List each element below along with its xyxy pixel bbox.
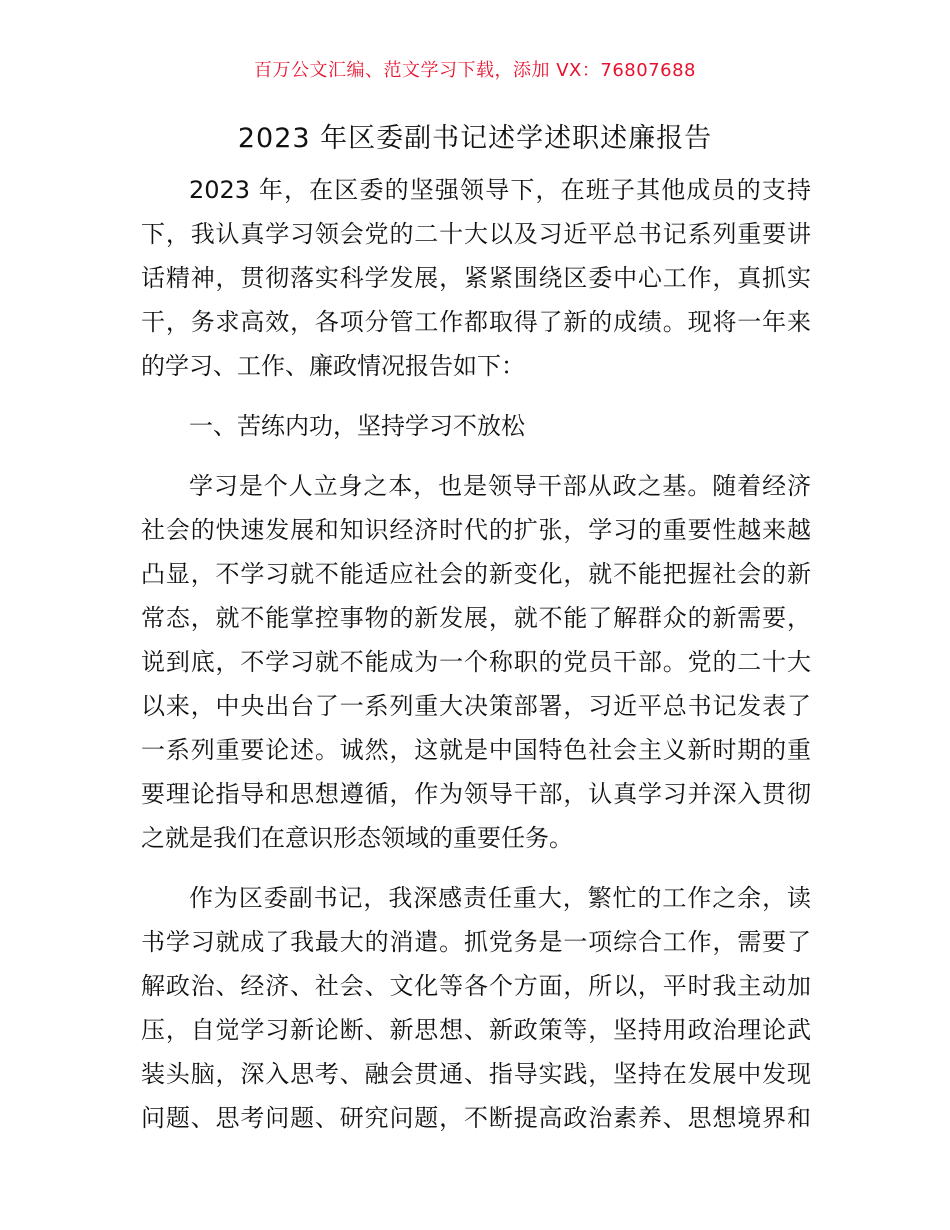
text-line: 社会的快速发展和知识经济时代的扩张，学习的重要性越来越 (141, 516, 811, 544)
text-line: 下，我认真学习领会党的二十大以及习近平总书记系列重要讲 (141, 220, 811, 248)
section-heading: 一、苦练内功，坚持学习不放松 (189, 412, 525, 440)
text-line: 干，务求高效，各项分管工作都取得了新的成绩。现将一年来 (141, 308, 811, 336)
text-line: 作为区委副书记，我深感责任重大，繁忙的工作之余，读 (189, 884, 811, 912)
text-line: 学习是个人立身之本，也是领导干部从政之基。随着经济 (189, 472, 811, 500)
text-line: 装头脑，深入思考、融会贯通、指导实践，坚持在发展中发现 (141, 1060, 811, 1088)
text-line: 说到底，不学习就不能成为一个称职的党员干部。党的二十大 (141, 648, 811, 676)
text-line: 要理论指导和思想遵循，作为领导干部，认真学习并深入贯彻 (141, 780, 811, 808)
document-body (141, 168, 811, 1156)
watermark-header: 百万公文汇编、范文学习下载，添加 VX：76807688 (254, 60, 696, 81)
text-line: 解政治、经济、社会、文化等各个方面，所以，平时我主动加 (141, 972, 811, 1000)
text-line: 书学习就成了我最大的消遣。抓党务是一项综合工作，需要了 (141, 928, 811, 956)
text-line: 凸显，不学习就不能适应社会的新变化，就不能把握社会的新 (141, 560, 811, 588)
section-heading-1 (141, 404, 811, 448)
text-line: 的学习、工作、廉政情况报告如下： (141, 352, 525, 380)
paragraph-learning (141, 464, 811, 860)
text-line: 话精神，贯彻落实科学发展，紧紧围绕区委中心工作，真抓实 (141, 264, 811, 292)
text-line: 2023 年，在区委的坚强领导下，在班子其他成员的支持 (189, 176, 811, 204)
text-line: 之就是我们在意识形态领域的重要任务。 (141, 824, 573, 852)
text-line: 问题、思考问题、研究问题，不断提高政治素养、思想境界和 (141, 1104, 811, 1132)
text-line: 压，自觉学习新论断、新思想、新政策等，坚持用政治理论武 (141, 1016, 811, 1044)
document-title: 2023 年区委副书记述学述职述廉报告 (237, 123, 713, 154)
text-line: 以来，中央出台了一系列重大决策部署，习近平总书记发表了 (141, 692, 811, 720)
paragraph-deputy-secretary (141, 876, 811, 1140)
text-line: 常态，就不能掌控事物的新发展，就不能了解群众的新需要， (141, 604, 811, 632)
paragraph-intro (141, 168, 811, 388)
text-line: 一系列重要论述。诚然，这就是中国特色社会主义新时期的重 (141, 736, 811, 764)
